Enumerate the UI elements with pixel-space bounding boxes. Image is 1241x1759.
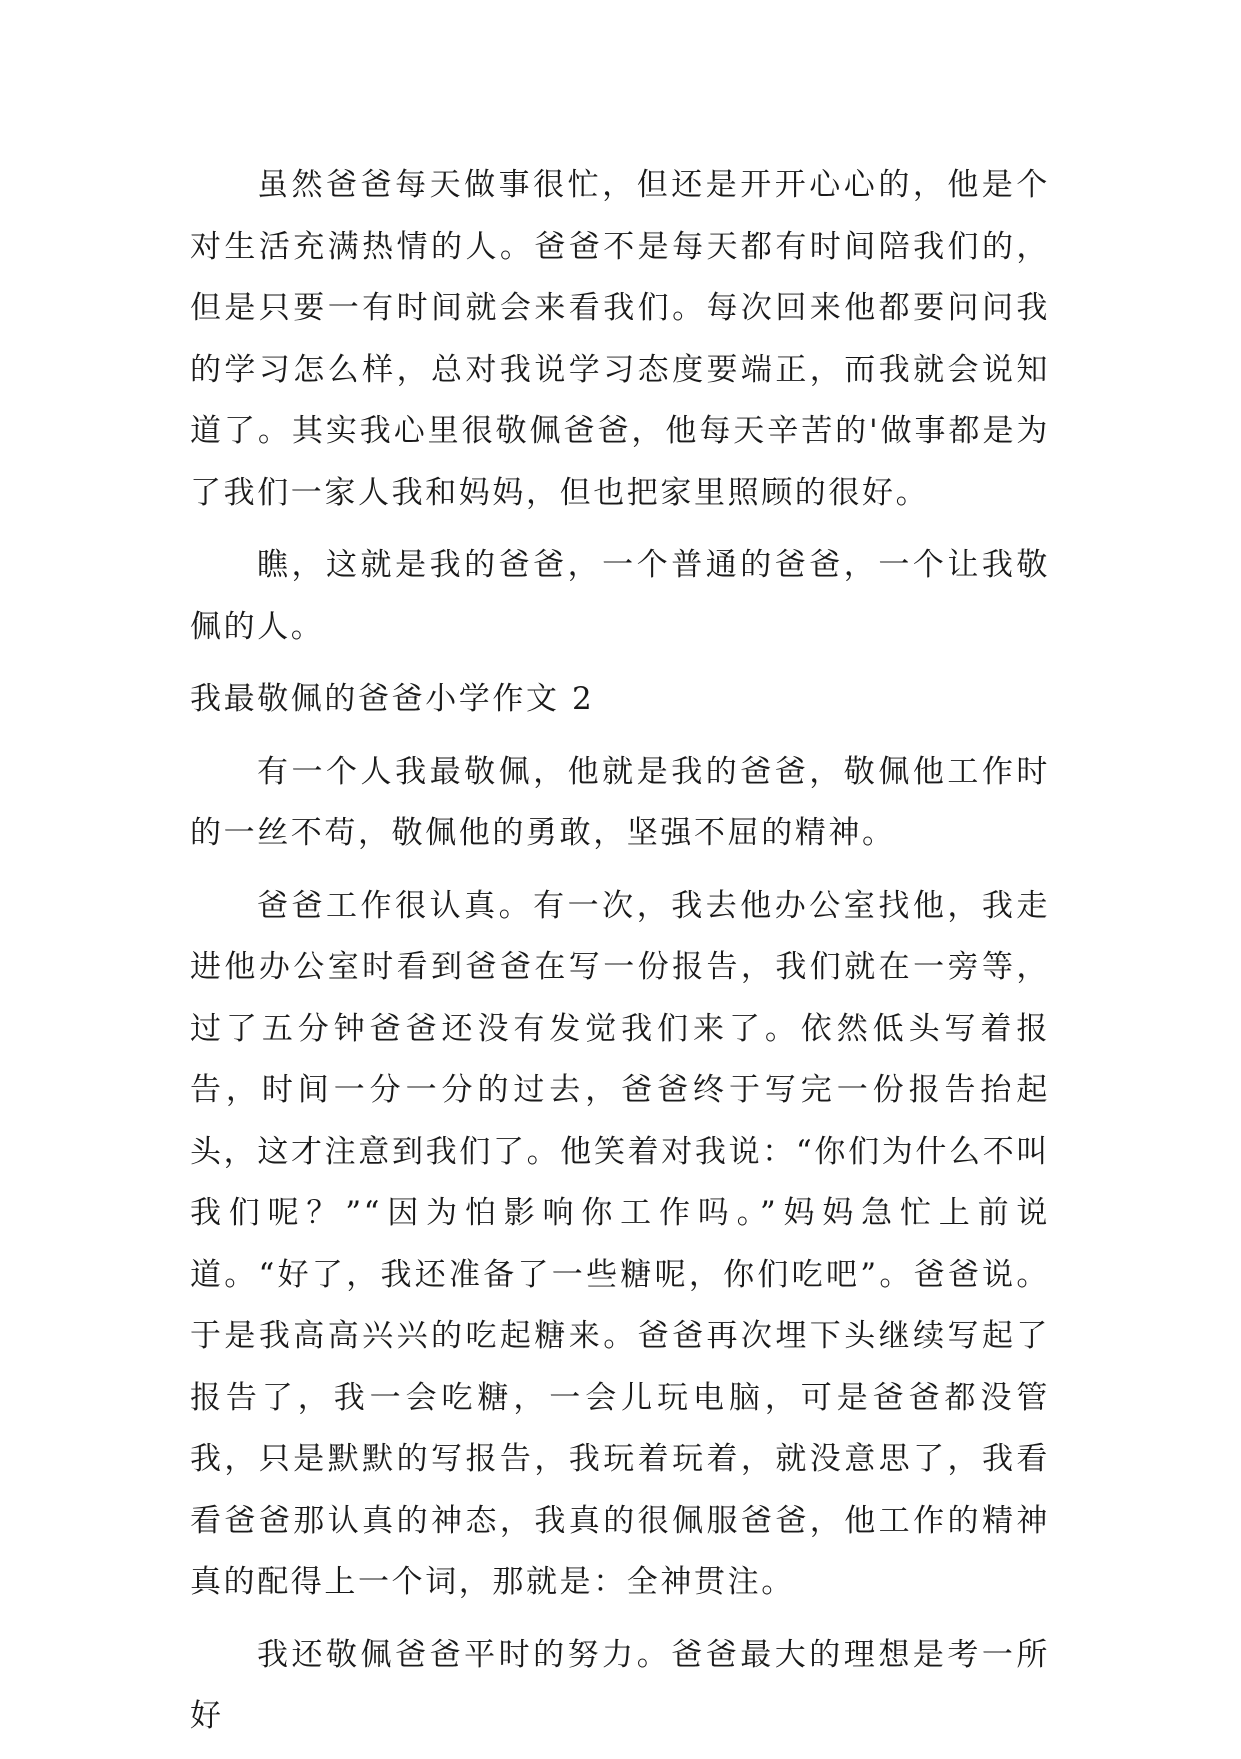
section-title: 我最敬佩的爸爸小学作文 2 xyxy=(190,681,595,717)
paragraph-admire-intro: 有一个人我最敬佩，他就是我的爸爸，敬佩他工作时的一丝不苟，敬佩他的勇敢，坚强不屈的精神。 xyxy=(190,753,1050,851)
document-page xyxy=(190,155,1050,1759)
paragraph-ordinary-father: 瞧，这就是我的爸爸，一个普通的爸爸，一个让我敬佩的人。 xyxy=(190,547,1050,645)
paragraph-work-story: 爸爸工作很认真。有一次，我去他办公室找他，我走进他办公室时看到爸爸在写一份报告，我们就在一旁等，过了五分钟爸爸还没有发觉我们来了。依然低头写着报告，时间一分一分的过去，爸爸终于写完一份报告抬起头，这才注意到我们了。他笑着对我说：“你们为什么不叫我们呢？”“因为怕影响你工作吗。”妈妈急忙上前说道。“好了，我还准备了一些糖呢，你们吃吧”。爸爸说。于是我高高兴兴的吃起糖来。爸爸再次埋下头继续写起了报告了，我一会吃糖，一会儿玩电脑，可是爸爸都没管我，只是默默的写报告，我玩着玩着，就没意思了，我看看爸爸那认真的神态，我真的很佩服爸爸，他工作的精神真的配得上一个词，那就是：全神贯注。 xyxy=(190,887,1050,1600)
paragraph-effort: 我还敬佩爸爸平时的努力。爸爸最大的理想是考一所好 xyxy=(190,1636,1050,1734)
paragraph-father-busy: 虽然爸爸每天做事很忙，但还是开开心心的，他是个对生活充满热情的人。爸爸不是每天都有时间陪我们的，但是只要一有时间就会来看我们。每次回来他都要问问我的学习怎么样，总对我说学习态度要端正，而我就会说知道了。其实我心里很敬佩爸爸，他每天辛苦的'做事都是为了我们一家人我和妈妈，但也把家里照顾的很好。 xyxy=(190,167,1050,511)
